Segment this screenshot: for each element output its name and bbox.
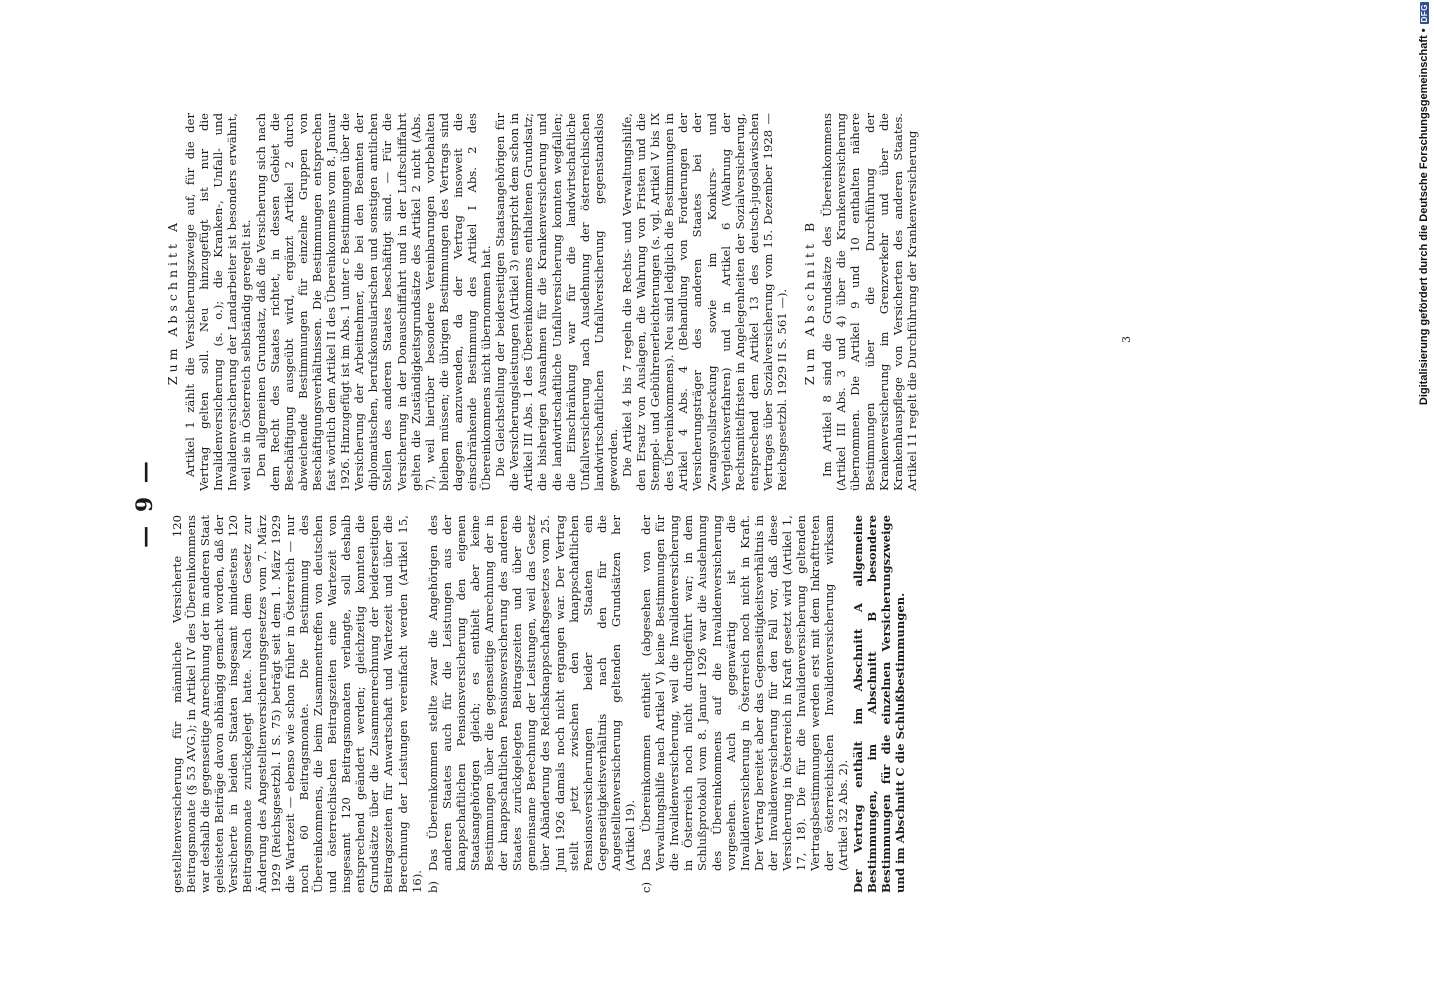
right-column xyxy=(166,113,919,491)
rotated-page xyxy=(130,113,1133,893)
credit-text: Digitalisierung gefördert durch die Deutsche Forschungsgemeinschaft • xyxy=(1418,28,1430,406)
digitization-credit xyxy=(1417,2,1431,992)
list-item-b xyxy=(426,515,637,893)
paragraph-article-3: Die Gleichstellung der beiderseitigen Staatsangehörigen für die Versicherungsleistungen (Artikel 3) entspricht dem schon in Artikel III Abs. 1 des Übereinkommens enthaltenen Grundsatz; die bisherigen Ausnahmen für die Krankenversicherung und die landwirtschaftliche Unfallversicherung konnten wegfallen; die Einschränkung war für die landwirtschaftliche Unfallversicherung nach Ausdehnung der österreichischen landwirtschaftlichen Unfallversicherung gegenstandslos geworden. xyxy=(493,113,620,491)
paragraph-articles-4-7: Die Artikel 4 bis 7 regeln die Rechts- und Verwaltungshilfe, den Ersatz von Auslagen, die Wahrung von Fristen und die Stempel- und Gebührenerleichterungen (s. vgl. Artikel V bis IX des Übereinkommens). Neu sind lediglich die Bestimmungen in Artikel 4 Abs. 4 (Behandlung von Forderungen der Versicherungsträger des anderen Staates bei der Zwangsvollstreckung sowie im Konkurs- und Vergleichsverfahren) und in Artikel 6 (Wahrung der Rechtsmittelfristen in Angelegenheiten der Sozialversicherung, entsprechend dem Artikel 13 des deutsch-jugoslawischen Vertrages über Sozialversicherung vom 15. Dezember 1928 — Reichsgesetzbl. 1929 II S. 561 —). xyxy=(620,113,790,491)
paragraph-article-2: Den allgemeinen Grundsatz, daß die Versicherung sich nach dem Recht des Staates richtet, in dessen Gebiet die Beschäftigung ausgeübt wird, ergänzt Artikel 2 durch abweichende Bestimmungen für einzelne Gruppen von Beschäftigungsverhältnissen. Die Bestimmungen entsprechen fast wörtlich dem Artikel II des Übereinkommens vom 8. Januar 1926. Hinzugefügt ist im Abs. 1 unter c Bestimmungen über die Versicherung der Arbeitnehmer, die bei den Beamten der diplomatischen, berufskonsularischen und sonstigen amtlichen Stellen des anderen Staates beschäftigt sind. — Für die Versicherung in der Donauschiffahrt und in der Luftschiffahrt gelten die Zuständigkeitsgrundsätze des Artikel 2 nicht (Abs. 7), weil hierüber besondere Vereinbarungen vorbehalten bleiben müssen; die übrigen Bestimmungen des Vertrags sind dagegen anzuwenden, da der Vertrag insoweit die einschränkende Bestimmung des Artikel I Abs. 2 des Übereinkommens nicht übernommen hat. xyxy=(253,113,494,491)
paragraph-article-8: Im Artikel 8 sind die Grundsätze des Übereinkommens (Artikel III Abs. 3 und 4) über die Krankenversicherung übernommen. Die Artikel 9 und 10 enthalten nähere Bestimmungen über die Durchführung der Krankenversicherung im Grenzverkehr und über die Krankenhauspflege von Versicherten des anderen Staates. Artikel 11 regelt die Durchführung der Krankenversicherung xyxy=(820,113,919,491)
left-column xyxy=(170,515,907,893)
item-b-text: Das Übereinkommen stellte zwar die Angehörigen des anderen Staates auch für die Leistungen aus der knappschaftlichen Pensionsversicherung den eigenen Staatsangehörigen gleich; es enthielt aber keine Bestimmungen über die gegenseitige Anrechnung der in der knappschaftlichen Pensionsversicherung des anderen Staates zurückgelegten Beitragszeiten und über die gemeinsame Berechnung der Leistungen, weil das Gesetz über Abänderung des Reichsknappschaftsgesetzes vom 25. Juni 1926 damals noch nicht ergangen war. Der Vertrag stellt jetzt zwischen den knappschaftlichen Pensionsversicherungen beider Staaten ein Gegenseitigkeitsverhältnis nach den für die Angestelltenversicherung geltenden Grundsätzen her (Artikel 19). xyxy=(425,515,637,871)
item-b-label: b) xyxy=(425,881,440,893)
closing-paragraph: Der Vertrag enthält im Abschnitt A allgemeine Bestimmungen, im Abschnitt B besondere Bestimmungen für die einzelnen Versicherungszweige und im Abschnitt C die Schlußbestimmungen. xyxy=(850,515,907,893)
paragraph-article-1: Artikel 1 zählt die Versicherungszweige auf, für die der Vertrag gelten soll. Neu hinzugefügt ist nur die Invalidenversicherung (s. o.); die Kranken-, Unfall- und Invalidenversicherung der Landarbeiter ist besonders erwähnt, weil sie in Österreich selbständig geregelt ist. xyxy=(183,113,254,491)
item-c-text: Das Übereinkommen enthielt (abgesehen von der Verwaltungshilfe nach Artikel V) keine Bestimmungen für die Invalidenversicherung, weil die Invalidenversicherung in Österreich noch nicht durchgeführt war; in dem Schlußprotokoll vom 8. Januar 1926 war die Ausdehnung des Übereinkommens auf die Invalidenversicherung vorgesehen. Auch gegenwärtig ist die Invalidenversicherung in Österreich noch nicht in Kraft. Der Vertrag bereitet aber das Gegenseitigkeitsverhältnis in der Invalidenversicherung für den Fall vor, daß diese Versicherung in Österreich in Kraft gesetzt wird (Artikel 1, 17, 18). Die für die Invalidenversicherung geltenden Vertragsbestimmungen werden erst mit dem Inkrafttreten der österreichischen Invalidenversicherung wirksam (Artikel 32 Abs. 2). xyxy=(639,515,851,871)
footer-page-number: 3 xyxy=(1120,336,1133,343)
list-item-c xyxy=(639,515,850,893)
page-number-header: — 9 — xyxy=(132,458,158,548)
dfg-logo: DFG xyxy=(1419,4,1429,23)
left-continuation-paragraph: gestelltenversicherung für männliche Versicherte 120 Beitragsmonate (§ 53 AVG.); in Artikel IV des Übereinkommens war deshalb die gegenseitige Anrechnung der im anderen Staat geleisteten Beiträge davon abhängig gemacht worden, daß der Versicherte in beiden Staaten insgesamt mindestens 120 Beitragsmonate zurückgelegt hatte. Nach dem Gesetz zur Änderung des Angestelltenversicherungsgesetzes vom 7. März 1929 (Reichsgesetzbl. I S. 75) beträgt seit dem 1. März 1929 die Wartezeit — ebenso wie schon früher in Österreich — nur noch 60 Beitragsmonate. Die Bestimmung des Übereinkommens, die beim Zusammentreffen von deutschen und österreichischen Beitragszeiten eine Wartezeit von insgesamt 120 Beitragsmonaten verlangte, soll deshalb entsprechend geändert werden; gleichzeitig konnten die Grundsätze über die Zusammenrechnung der beiderseitigen Beitragszeiten für Anwartschaft und Wartezeit und über die Berechnung der Leistungen vereinfacht werden (Artikel 15, 16). xyxy=(170,515,424,893)
item-c-label: c) xyxy=(639,881,654,893)
section-heading-b: Zum Abschnitt B xyxy=(802,218,818,386)
section-heading-a: Zum Abschnitt A xyxy=(165,218,180,386)
